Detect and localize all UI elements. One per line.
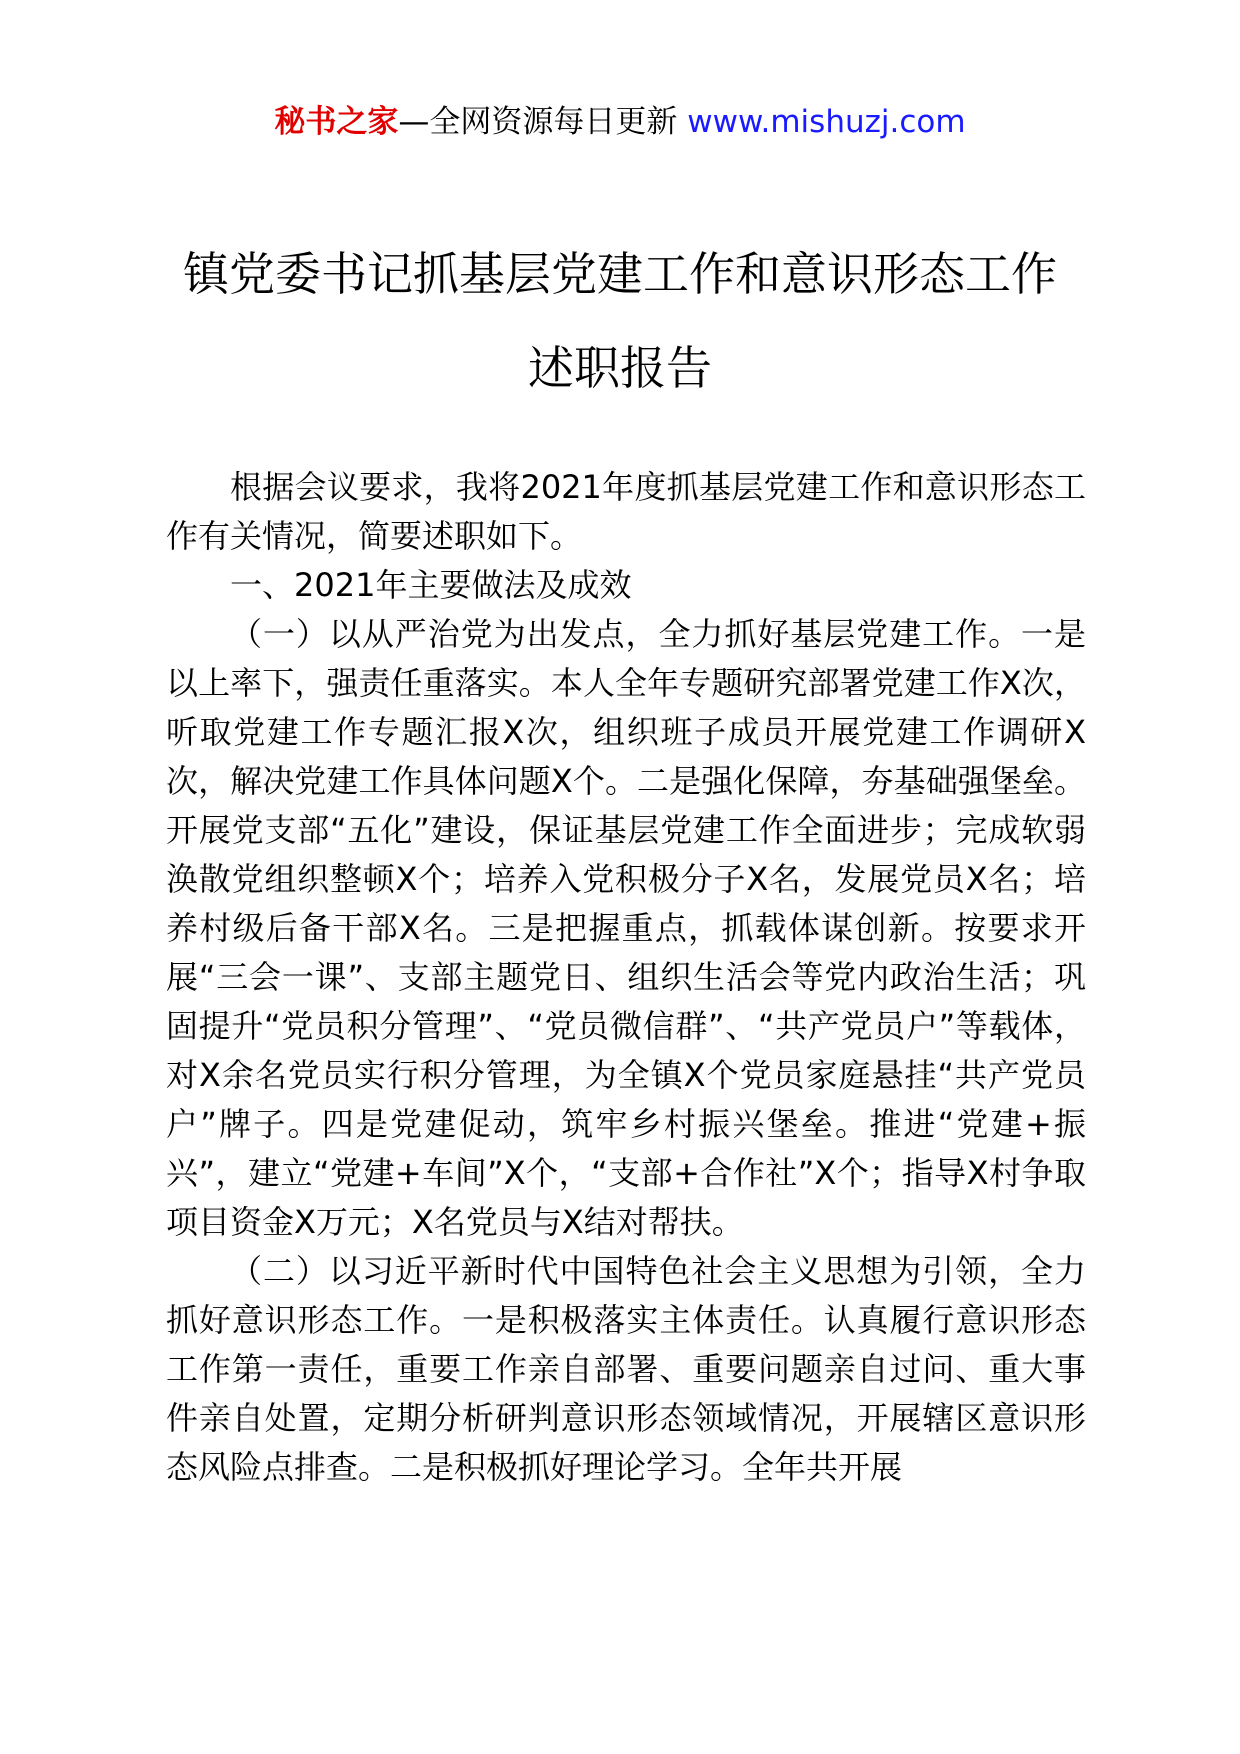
- body-paragraph: （二）以习近平新时代中国特色社会主义思想为引领，全力抓好意识形态工作。一是积极落实主体责任。认真履行意识形态工作第一责任，重要工作亲自部署、重要问题亲自过问、重大事件亲自处置，定期分析研判意识形态领域情况，开展辖区意识形态风险点排查。二是积极抓好理论学习。全年共开展: [166, 1252, 1086, 1486]
- intro-paragraph: 根据会议要求，我将2021年度抓基层党建工作和意识形态工作有关情况，简要述职如下。: [166, 468, 1086, 555]
- site-banner: [0, 100, 1240, 144]
- body-paragraph: （一）以从严治党为出发点，全力抓好基层党建工作。一是以上率下，强责任重落实。本人全年专题研究部署党建工作X次，听取党建工作专题汇报X次，组织班子成员开展党建工作调研X次，解决党建工作具体问题X个。二是强化保障，夯基础强堡垒。开展党支部“五化”建设，保证基层党建工作全面进步；完成软弱涣散党组织整顿X个；培养入党积极分子X名，发展党员X名；培养村级后备干部X名。三是把握重点，抓载体谋创新。按要求开展“三会一课”、支部主题党日、组织生活会等党内政治生活；巩固提升“党员积分管理”、“党员微信群”、“共产党员户”等载体，对X余名党员实行积分管理，为全镇X个党员家庭悬挂“共产党员户”牌子。四是党建促动，筑牢乡村振兴堡垒。推进“党建+振兴”，建立“党建+车间”X个，“支部+合作社”X个；指导X村争取项目资金X万元；X名党员与X结对帮扶。: [166, 615, 1086, 1241]
- brand-name: 秘书之家: [274, 104, 399, 140]
- section-heading: 一、2021年主要做法及成效: [230, 566, 632, 604]
- document-title-line-1: 镇党委书记抓基层党建工作和意识形态工作: [183, 247, 1057, 301]
- document-title-line-2: 述职报告: [528, 341, 712, 395]
- document-body: [166, 463, 1086, 1492]
- site-url-link[interactable]: www.mishuzj.com: [687, 104, 966, 140]
- banner-tagline: —全网资源每日更新: [398, 104, 678, 140]
